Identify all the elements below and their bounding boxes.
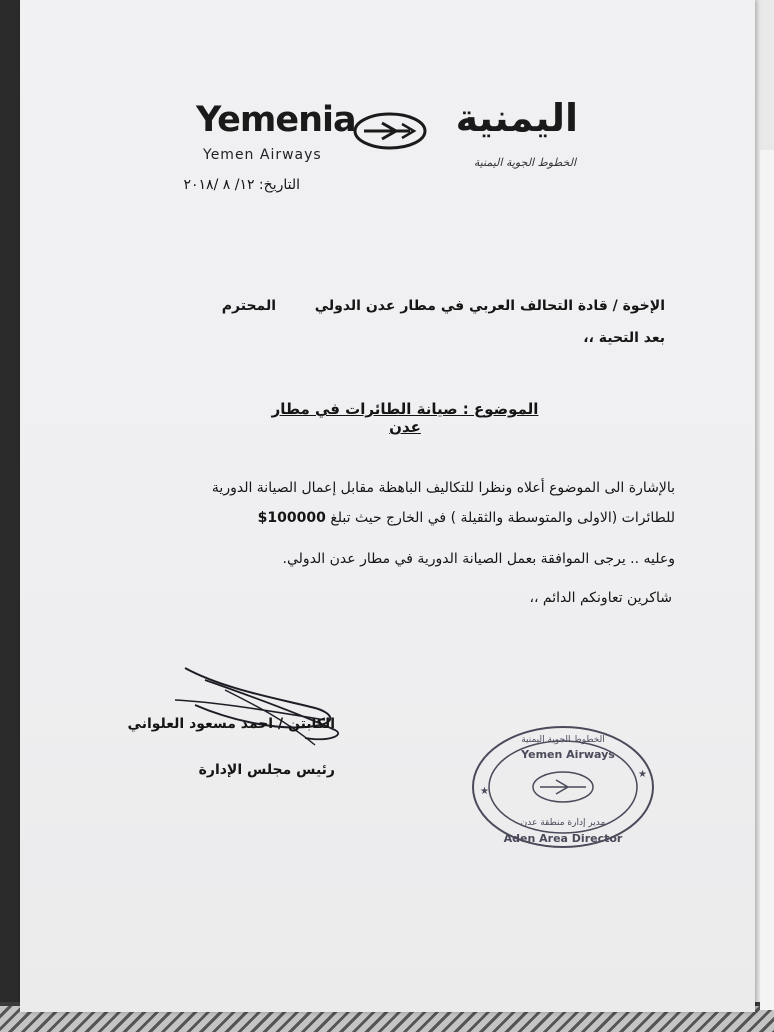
- body-paragraph-line-2: [190, 510, 675, 526]
- brand-arabic-subtitle: الخطوط الجوية اليمنية: [473, 156, 576, 169]
- closing-line: شاكرين تعاونكم الدائم ،،: [529, 590, 672, 606]
- body-line-2-text: للطائرات (الاولى والمتوسطة والثقيلة ) في الخارج حيث تبلغ: [330, 510, 675, 526]
- stamp-star-icon: ★: [480, 786, 489, 797]
- stamp-arabic-top: الخطوط الجوية اليمنية: [521, 735, 605, 745]
- paper-edge: [760, 150, 774, 1010]
- addressee: الإخوة / قادة التحالف العربي في مطار عدن الدولي: [314, 298, 665, 314]
- stamp-arabic-bottom: مدير إدارة منطقة عدن: [520, 818, 606, 828]
- maintenance-cost-amount: $100000: [257, 510, 326, 526]
- handwritten-signature: [165, 660, 355, 750]
- brand-english-subtitle: Yemen Airways: [203, 147, 322, 163]
- stamp-star-icon: ★: [638, 769, 647, 780]
- stamp-english-bottom: Aden Area Director: [503, 832, 623, 845]
- body-paragraph-line-1: بالإشارة الى الموضوع أعلاه ونظرا للتكاليف الباهظة مقابل إعمال الصيانة الدورية: [211, 480, 675, 496]
- brand-arabic: اليمنية: [455, 96, 578, 140]
- honorific: المحترم: [221, 298, 276, 314]
- brand-english: Yemenia: [196, 100, 356, 140]
- yemenia-emblem-icon: [352, 111, 428, 151]
- subject-line: الموضوع : صيانة الطائرات في مطار عدن: [271, 400, 539, 436]
- official-stamp: [468, 722, 658, 852]
- signer-name: الكابتن / احمد مسعود العلواني: [127, 716, 335, 732]
- greeting: بعد التحية ،،: [583, 330, 665, 346]
- letter-page: [20, 0, 755, 1012]
- signer-title: رئيس مجلس الإدارة: [198, 762, 335, 778]
- letter-date: التاريخ: ١٢/ ٨ /٢٠١٨: [183, 177, 300, 193]
- stamp-english-top: Yemen Airways: [521, 748, 615, 761]
- body-request-line: وعليه .. يرجى الموافقة بعمل الصيانة الدورية في مطار عدن الدولي.: [282, 551, 675, 567]
